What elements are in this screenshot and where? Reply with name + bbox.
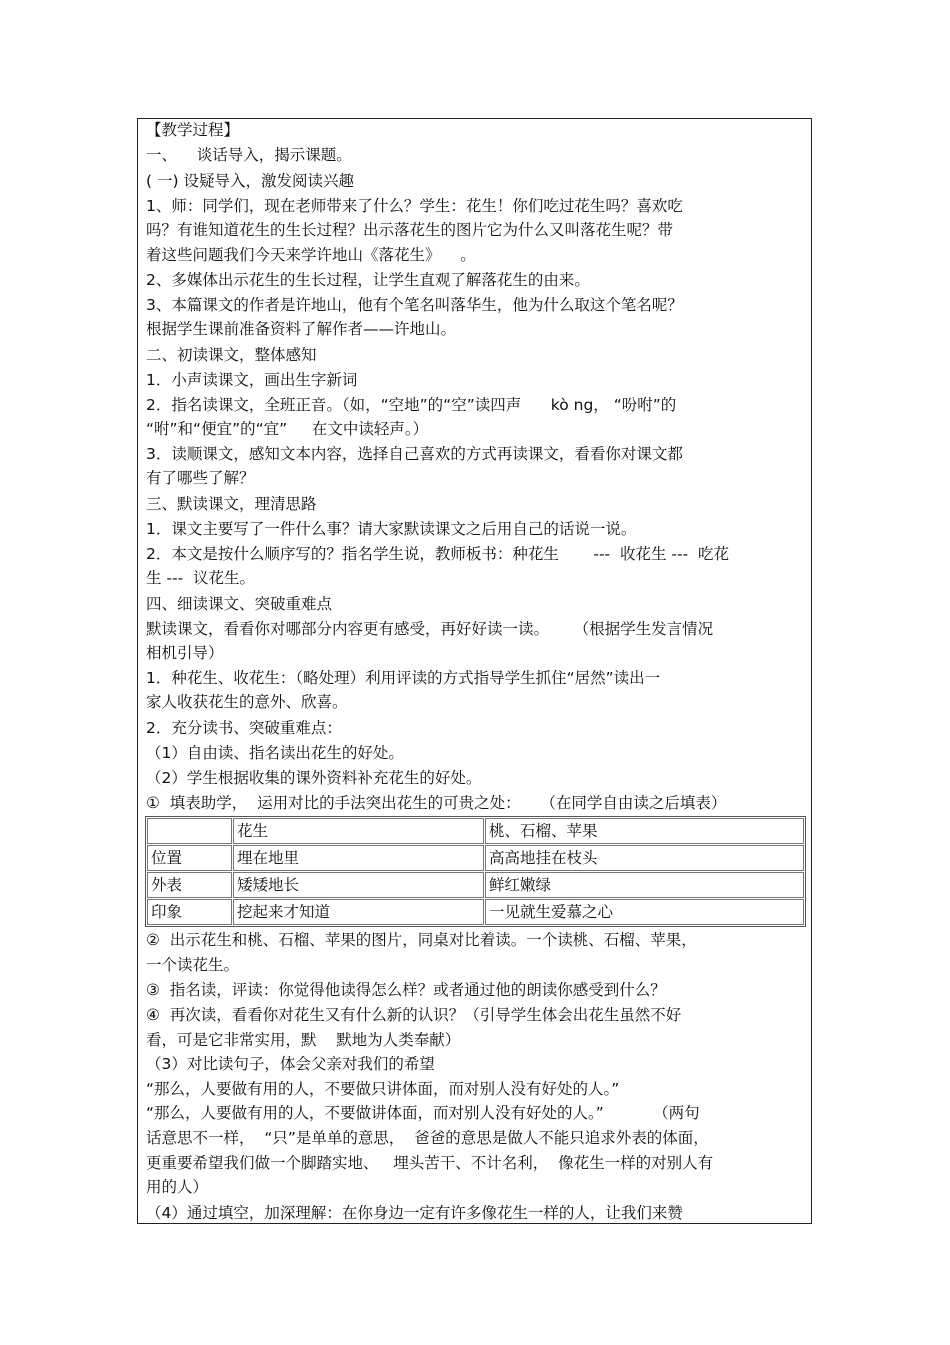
comparison-table [145,816,806,927]
table-row [147,845,804,871]
text-line: 相机引导） [146,644,224,662]
table-row [147,899,804,925]
text-line: “咐”和“便宜”的“宜” 在文中读轻声。） [146,420,429,438]
text-line: 默读课文，看看你对哪部分内容更有感受，再好好读一读。 （根据学生发言情况 [146,620,714,638]
section-heading-teaching-process: 【教学过程】 [146,121,240,139]
text-line: （3）对比读句子，体会父亲对我们的希望 [146,1055,435,1073]
table-cell: 高高地挂在枝头 [485,845,804,871]
text-line: 1．课文主要写了一件什么事？请大家默读课文之后用自己的话说一说。 [146,520,637,538]
table-cell: 位置 [147,845,232,871]
text-line: 1、师：同学们，现在老师带来了什么？学生：花生！你们吃过花生吗？喜欢吃 [146,197,683,215]
text-line: 家人收获花生的意外、欣喜。 [146,693,348,711]
text-line: 2．本文是按什么顺序写的？指名学生说，教师板书：种花生 --- 收花生 --- 吃花 [146,545,730,563]
table-cell: 挖起来才知道 [233,899,484,925]
text-line: 吗？有谁知道花生的生长过程？出示落花生的图片它为什么又叫落花生呢？带 [146,221,674,239]
text-line: ② 出示花生和桃、石榴、苹果的图片，同桌对比着读。一个读桃、石榴、苹果， [146,931,697,949]
text-line: 2．指名读课文，全班正音。（如，“空地”的“空”读四声 kò ng， “吩咐”的 [146,396,677,414]
text-line: 生 --- 议花生。 [146,569,256,587]
text-line: 二、初读课文，整体感知 [146,346,317,364]
text-line: 着这些问题我们今天来学许地山《落花生》 。 [146,246,476,264]
table-cell: 一见就生爱慕之心 [485,899,804,925]
text-line: “那么，人要做有用的人，不要做讲体面，而对别人没有好处的人。” （两句 [146,1104,700,1122]
text-line: 用的人） [146,1178,209,1196]
text-line: （4）通过填空，加深理解：在你身边一定有许多像花生一样的人，让我们来赞 [146,1204,683,1222]
text-line: ④ 再次读，看看你对花生又有什么新的认识？（引导学生体会出花生虽然不好 [146,1006,682,1024]
text-line: ① 填表助学， 运用对比的手法突出花生的可贵之处： （在同学自由读之后填表） [146,794,727,812]
text-line: 四、细读课文、突破重难点 [146,595,333,613]
text-line: 3、本篇课文的作者是许地山，他有个笔名叫落华生，他为什么取这个笔名呢？ [146,296,683,314]
text-line: （1）自由读、指名读出花生的好处。 [146,744,404,762]
table-cell: 鲜红嫩绿 [485,872,804,898]
text-line: 2、多媒体出示花生的生长过程，让学生直观了解落花生的由来。 [146,271,590,289]
text-line: 一个读花生。 [146,956,240,974]
table-cell: 印象 [147,899,232,925]
table-row [147,872,804,898]
lesson-process-box [137,118,812,1224]
text-line: 看，可是它非常实用，默 默地为人类奉献） [146,1031,461,1049]
text-line: 1．种花生、收花生：（略处理）利用评读的方式指导学生抓住“居然”读出一 [146,669,661,687]
text-line: ( 一) 设疑导入，激发阅读兴趣 [146,172,354,190]
text-line: 2．充分读书、突破重难点： [146,719,342,737]
text-line: 有了哪些了解？ [146,469,255,487]
text-line: 三、默读课文，理清思路 [146,495,317,513]
table-header-row [147,818,804,844]
text-line: 1．小声读课文，画出生字新词 [146,371,358,389]
text-line: （2）学生根据收集的课外资料补充花生的好处。 [146,769,482,787]
text-line: 根据学生课前准备资料了解作者——许地山。 [146,320,457,338]
table-header-cell: 花生 [233,818,484,844]
text-line: 话意思不一样， “只”是单单的意思， 爸爸的意思是做人不能只追求外表的体面， [146,1129,709,1147]
text-line: “那么，人要做有用的人，不要做只讲体面，而对别人没有好处的人。” [146,1080,620,1098]
table-cell: 外表 [147,872,232,898]
text-line: 一、 谈话导入，揭示课题。 [146,146,352,164]
table-header-cell [147,818,232,844]
text-line: 3．读顺课文，感知文本内容，选择自己喜欢的方式再读课文，看看你对课文都 [146,445,683,463]
table-cell: 矮矮地长 [233,872,484,898]
text-line: ③ 指名读，评读：你觉得他读得怎么样？或者通过他的朗读你感受到什么？ [146,981,666,999]
text-line: 更重要希望我们做一个脚踏实地、 埋头苦干、不计名利， 像花生一样的对别人有 [146,1154,714,1172]
table-header-cell: 桃、石榴、苹果 [485,818,804,844]
table-cell: 埋在地里 [233,845,484,871]
